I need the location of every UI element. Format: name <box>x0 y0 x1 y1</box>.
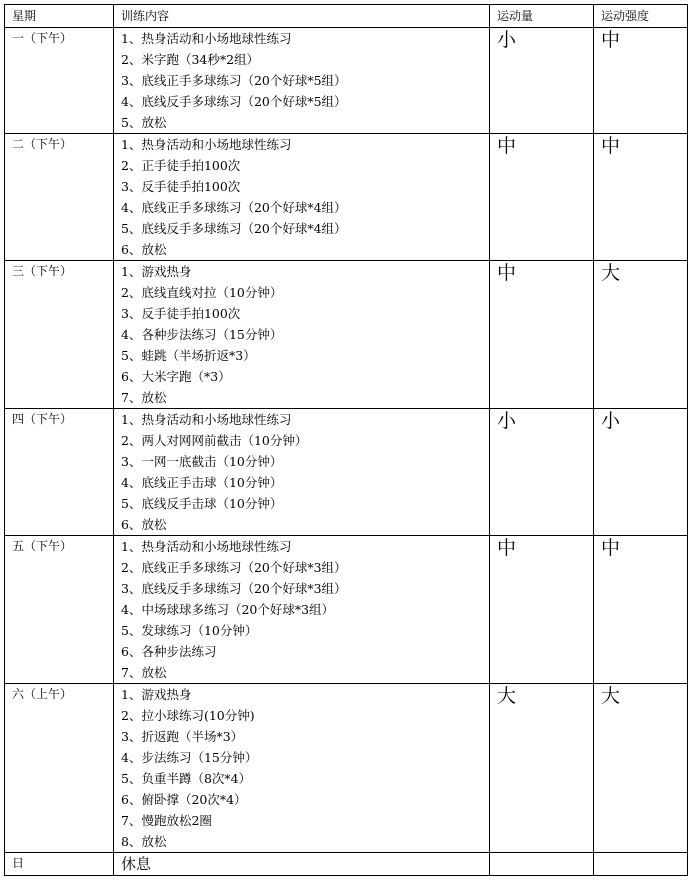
list-item: 2、底线直线对拉（10分钟） <box>121 285 283 300</box>
table-row-sunday <box>5 853 688 876</box>
list-item: 4、底线反手多球练习（20个好球*5组） <box>121 94 347 109</box>
intensity-cell: 中 <box>594 134 688 261</box>
intensity-cell <box>594 853 688 876</box>
list-item: 2、底线正手多球练习（20个好球*3组） <box>121 560 347 575</box>
table-row-saturday <box>5 684 688 853</box>
list-item: 3、底线反手多球练习（20个好球*3组） <box>121 581 347 596</box>
content-cell <box>114 28 490 134</box>
training-schedule-table <box>4 4 688 876</box>
list-item: 4、底线正手击球（10分钟） <box>121 475 283 490</box>
day-cell: 一（下午） <box>5 28 114 134</box>
header-row <box>5 5 688 28</box>
day-cell: 二（下午） <box>5 134 114 261</box>
list-item: 4、步法练习（15分钟） <box>121 750 258 765</box>
list-item: 1、热身活动和小场地球性练习 <box>121 539 292 554</box>
header-content: 训练内容 <box>114 5 490 28</box>
intensity-cell: 中 <box>594 536 688 684</box>
list-item: 4、底线正手多球练习（20个好球*4组） <box>121 200 347 215</box>
list-item: 3、折返跑（半场*3） <box>121 729 244 744</box>
intensity-cell: 大 <box>594 684 688 853</box>
list-item: 1、游戏热身 <box>121 687 192 702</box>
list-item: 5、负重半蹲（8次*4） <box>121 771 252 786</box>
list-item: 1、热身活动和小场地球性练习 <box>121 412 292 427</box>
volume-cell: 中 <box>490 536 594 684</box>
list-item: 5、发球练习（10分钟） <box>121 623 258 638</box>
table-row-friday <box>5 536 688 684</box>
list-item: 5、底线反手击球（10分钟） <box>121 496 283 511</box>
volume-cell: 中 <box>490 134 594 261</box>
table-row-thursday <box>5 409 688 536</box>
volume-cell: 小 <box>490 28 594 134</box>
list-item: 2、两人对网网前截击（10分钟） <box>121 433 308 448</box>
intensity-cell: 大 <box>594 261 688 409</box>
content-cell <box>114 684 490 853</box>
list-item: 3、反手徒手拍100次 <box>121 179 241 194</box>
list-item: 3、底线正手多球练习（20个好球*5组） <box>121 73 347 88</box>
volume-cell: 大 <box>490 684 594 853</box>
list-item: 5、底线反手多球练习（20个好球*4组） <box>121 221 347 236</box>
list-item: 7、慢跑放松2圈 <box>121 813 212 828</box>
volume-cell: 中 <box>490 261 594 409</box>
list-item: 2、拉小球练习(10分钟) <box>121 708 255 723</box>
volume-cell: 小 <box>490 409 594 536</box>
list-item: 1、游戏热身 <box>121 264 192 279</box>
content-cell <box>114 134 490 261</box>
content-cell <box>114 409 490 536</box>
day-cell: 四（下午） <box>5 409 114 536</box>
day-cell: 六（上午） <box>5 684 114 853</box>
list-item: 3、反手徒手拍100次 <box>121 306 241 321</box>
list-item: 2、正手徒手拍100次 <box>121 158 241 173</box>
volume-cell <box>490 853 594 876</box>
list-item: 6、俯卧撑（20次*4） <box>121 792 247 807</box>
table-row-wednesday <box>5 261 688 409</box>
content-cell <box>114 261 490 409</box>
intensity-cell: 中 <box>594 28 688 134</box>
list-item: 1、热身活动和小场地球性练习 <box>121 137 292 152</box>
table-row-monday <box>5 28 688 134</box>
day-cell: 三（下午） <box>5 261 114 409</box>
list-item: 7、放松 <box>121 665 167 680</box>
list-item: 6、各种步法练习 <box>121 644 217 659</box>
list-item: 5、放松 <box>121 115 167 130</box>
day-cell: 日 <box>5 853 114 876</box>
list-item: 4、中场球球多练习（20个好球*3组） <box>121 602 335 617</box>
list-item: 4、各种步法练习（15分钟） <box>121 327 283 342</box>
list-item: 8、放松 <box>121 834 167 849</box>
content-cell <box>114 536 490 684</box>
header-day: 星期 <box>5 5 114 28</box>
list-item: 1、热身活动和小场地球性练习 <box>121 31 292 46</box>
list-item: 7、放松 <box>121 390 167 405</box>
content-cell: 休息 <box>114 853 490 876</box>
intensity-cell: 小 <box>594 409 688 536</box>
table-row-tuesday <box>5 134 688 261</box>
header-intensity: 运动强度 <box>594 5 688 28</box>
header-volume: 运动量 <box>490 5 594 28</box>
day-cell: 五（下午） <box>5 536 114 684</box>
list-item: 6、放松 <box>121 242 167 257</box>
list-item: 6、大米字跑（*3） <box>121 369 231 384</box>
list-item: 3、一网一底截击（10分钟） <box>121 454 283 469</box>
list-item: 5、蛙跳（半场折返*3） <box>121 348 256 363</box>
list-item: 6、放松 <box>121 517 167 532</box>
list-item: 2、米字跑（34秒*2组） <box>121 52 260 67</box>
